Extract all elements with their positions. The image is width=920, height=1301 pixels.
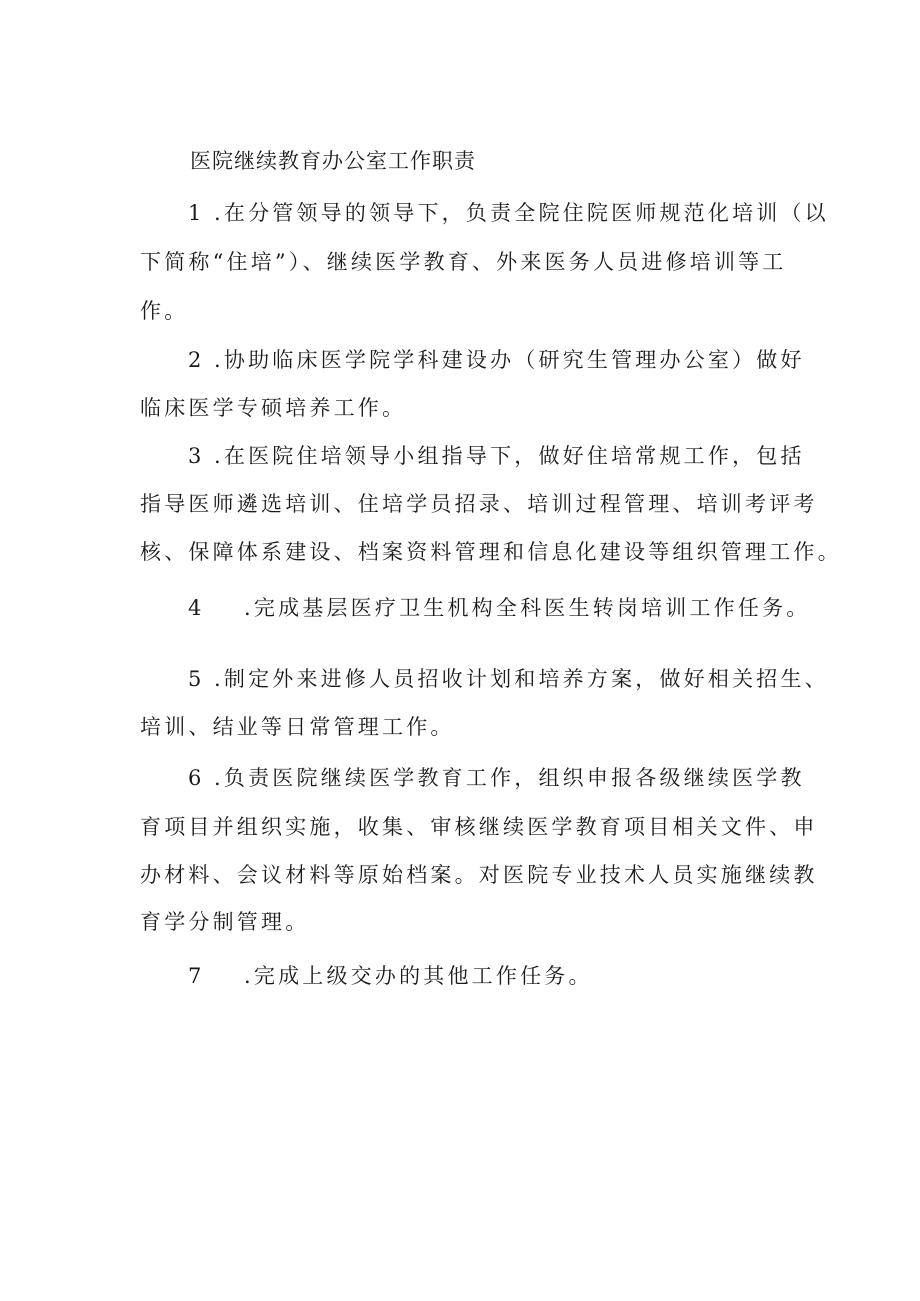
item-7-line-1: 7 .完成上级交办的其他工作任务。 <box>188 961 593 991</box>
item-6-number: 6 <box>188 766 205 790</box>
item-5-number: 5 <box>188 667 205 691</box>
item-7-number: 7 <box>188 964 205 988</box>
item-1-line-1: 1 .在分管领导的领导下，负责全院住院医师规范化培训（以 <box>188 198 829 228</box>
item-3-line-1: 3 .在医院住培领导小组指导下，做好住培常规工作，包括 <box>188 441 805 471</box>
item-6-line-3: 办材料、会议材料等原始档案。对医院专业技术人员实施继续教 <box>140 863 818 887</box>
item-1-number: 1 <box>188 201 205 225</box>
item-6-line-2: 育项目并组织实施，收集、审核继续医学教育项目相关文件、申 <box>140 815 818 839</box>
item-6-line-4: 育学分制管理。 <box>140 910 310 934</box>
item-3-number: 3 <box>188 444 205 468</box>
item-2-number: 2 <box>188 348 205 372</box>
item-2-line-2: 临床医学专硕培养工作。 <box>140 396 407 420</box>
item-1-line-2: 下简称“住培”）、继续医学教育、外来医务人员进修培训等工 <box>140 250 787 274</box>
item-4-line-1: 4 .完成基层医疗卫生机构全科医生转岗培训工作任务。 <box>188 593 810 623</box>
item-3-line-3: 核、保障体系建设、档案资料管理和信息化建设等组织管理工作。 <box>140 540 842 564</box>
item-2-line-1: 2 .协助临床医学院学科建设办（研究生管理办公室）做好 <box>188 345 805 375</box>
document-title: 医院继续教育办公室工作职责 <box>190 149 476 173</box>
item-1-line-3: 作。 <box>140 299 189 323</box>
item-5-line-1: 5 .制定外来进修人员招收计划和培养方案，做好相关招生、 <box>188 664 829 694</box>
item-6-line-1: 6 .负责医院继续医学教育工作，组织申报各级继续医学教 <box>188 763 805 793</box>
item-4-number: 4 <box>188 596 205 620</box>
item-5-line-2: 培训、结业等日常管理工作。 <box>140 715 455 739</box>
item-3-line-2: 指导医师遴选培训、住培学员招录、培训过程管理、培训考评考 <box>140 492 818 516</box>
